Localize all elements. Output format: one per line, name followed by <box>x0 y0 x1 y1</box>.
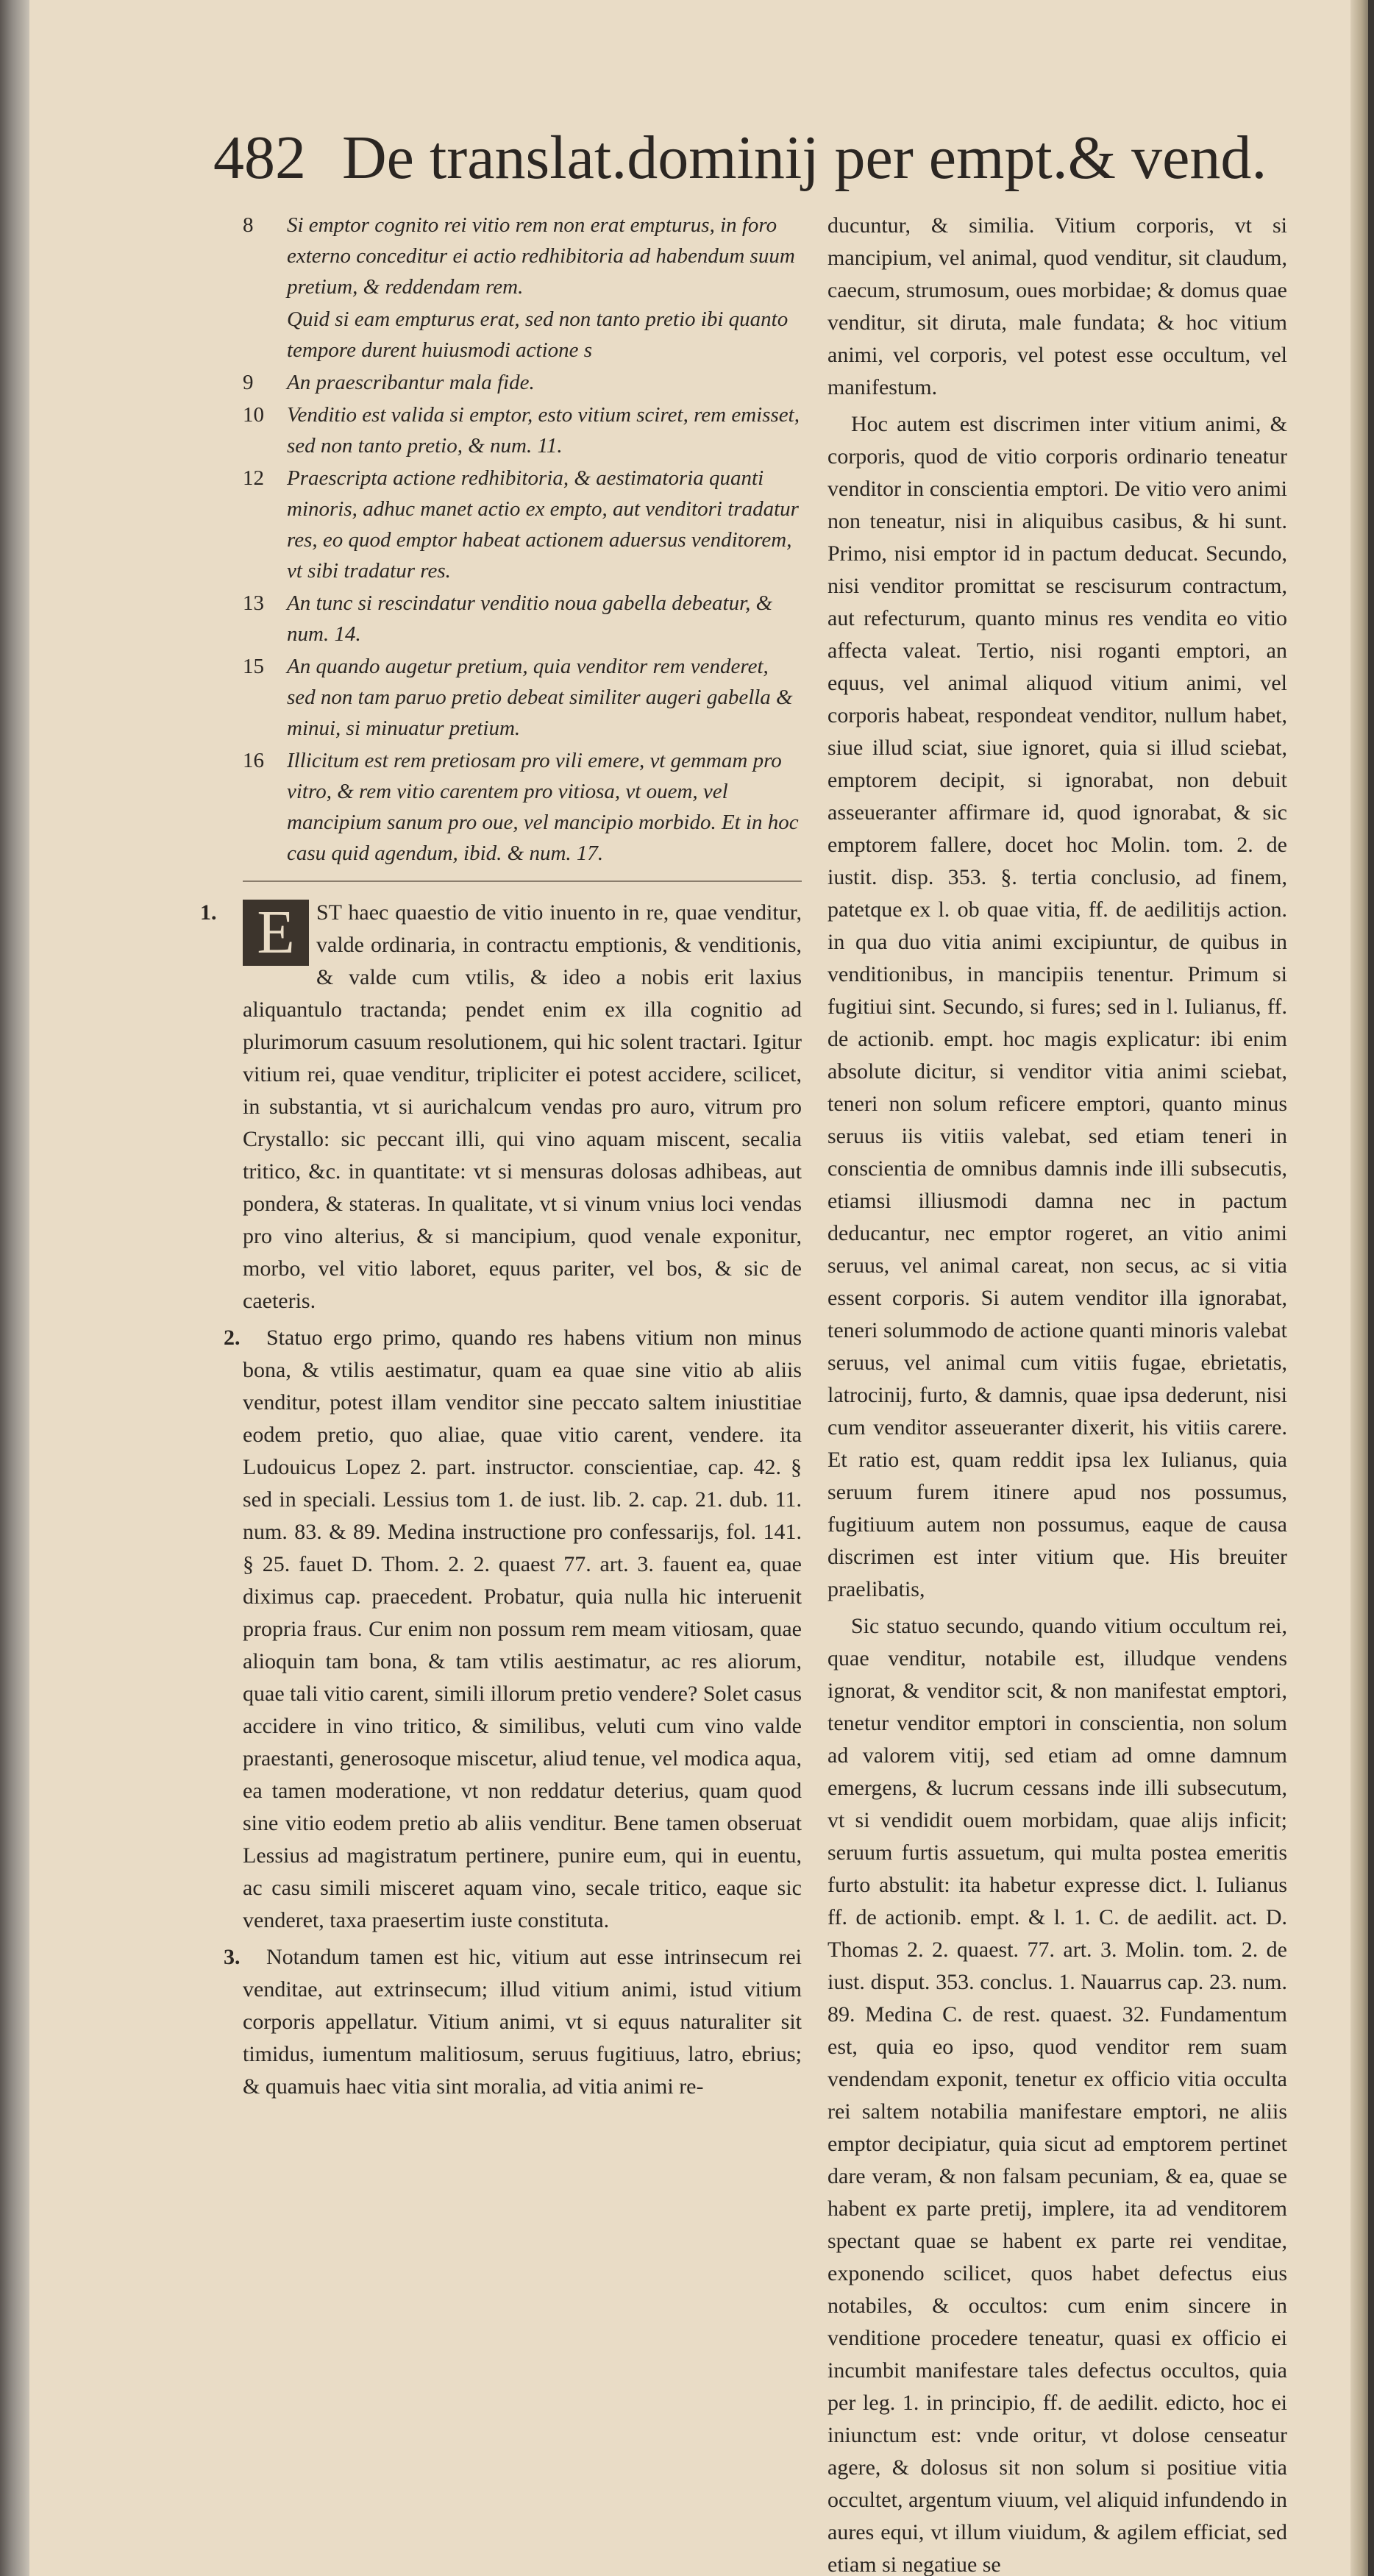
summary-item <box>243 463 802 586</box>
summary-text: Praescripta actione redhibitoria, & aestimatoria quanti minoris, adhuc manet actio ex empto, aut venditori tradatur res, eo quod emptor habeat actionem aduersus venditorem, vt sibi tradatur res. <box>287 466 799 583</box>
page-edge <box>1350 0 1368 2576</box>
summary-item <box>243 651 802 744</box>
summary-text: Venditio est valida si emptor, esto vitium sciret, rem emisset, sed non tanto pretio, & num. 11. <box>287 403 800 458</box>
paragraph <box>224 1322 802 1937</box>
summary-item <box>243 399 802 461</box>
drop-cap: E <box>243 900 309 966</box>
paragraph-text: ST haec quaestio de vitio inuento in re, quae venditur, valde ordinaria, in contractu emptionis, & venditionis, & valde cum vtilis, & ideo a nobis erit laxius aliquantulo tractanda; pendet enim ex illa cognitio ad plurimorum casuum resolutionem, qui hic solent tractari. Igitur vitium rei, quae venditur, tripliciter ei potest accidere, scilicet, in substantia, vt si aurichalcum vendas pro auro, vitrum pro Crystallo: sic peccant illi, qui vino aquam miscent, secalia tritico, &c. in quantitate: vt si mensuras dolosas adhibeas, aut pondera, & stateras. In qualitate, vt si vinum vnius loci vendas pro vino alterius, & si mancipium, quod venale exponitur, morbo, vel vitio laboret, equus pariter, vel bos, & sic de caeteris. <box>243 900 802 1313</box>
book-page <box>29 0 1368 2576</box>
summary-text: An quando augetur pretium, quia venditor rem venderet, sed non tam paruo pretio debeat similiter augeri gabella & minui, si minuatur pretium. <box>287 655 793 740</box>
paragraph-number: 1. <box>200 900 217 925</box>
summary-number: 16 <box>243 749 264 772</box>
summary-text: Quid si eam empturus erat, sed non tanto pretio ibi quanto tempore durent huiusmodi actione s <box>287 307 789 362</box>
paragraph-text: Notandum tamen est hic, vitium aut esse intrinsecum rei venditae, aut extrinsecum; illud vitium animi, istud vitium corporis appellatur. Vitium animi, vt si equus naturaliter sit timidus, iumentum malitiosum, seruus fugitiuus, latro, ebrius; & quamuis haec vitia sint moralia, ad vitia animi re- <box>243 1945 802 2099</box>
paragraph <box>827 210 1287 404</box>
summary-text: Si emptor cognito rei vitio rem non erat empturus, in foro externo conceditur ei actio redhibitoria ad habendum suum pretium, & reddendam rem. <box>287 213 795 299</box>
book-gutter <box>0 0 29 2576</box>
summary-item <box>243 367 802 398</box>
summary-number: 13 <box>243 591 264 615</box>
summary-number: 12 <box>243 466 264 490</box>
summary-item <box>243 588 802 650</box>
summary-item <box>243 210 802 302</box>
summary-item <box>243 745 802 869</box>
running-head: De translat.dominij per empt.& vend. <box>342 124 1267 192</box>
summary-number: 10 <box>243 403 264 427</box>
summary-text: An praescribantur mala fide. <box>287 371 535 394</box>
paragraph <box>200 897 802 1317</box>
right-column <box>827 210 1287 2576</box>
left-column <box>200 210 802 2107</box>
section-divider <box>243 880 802 882</box>
summary-text: Illicitum est rem pretiosam pro vili emere, vt gemmam pro vitro, & rem vitio carentem pro vitiosa, vt ouem, vel mancipium sanum pro oue, vel mancipio morbido. Et in hoc casu quid agendum, ibid. & num. 17. <box>287 749 799 865</box>
paragraph-text: Sic statuo secundo, quando vitium occultum rei, quae venditur, notabile est, illudque vendens ignorat, & venditor scit, & non manifestat emptori, tenetur venditor emptori in conscientia, non solum ad valorem vitij, sed etiam ad omne damnum emergens, & lucrum cessans inde illi subsecutum, vt si vendidit ouem morbidam, quae alijs inficit; seruum furtis assuetum, qui multa postea emeritis furto abstulit: ita habetur expresse dict. l. Iulianus ff. de actionib. empt. & l. 1. C. de aedilit. act. D. Thomas 2. 2. quaest. 77. art. 3. Molin. tom. 2. de iust. disput. 353. conclus. 1. Nauarrus cap. 23. num. 89. Medina C. de rest. quaest. 32. Fundamentum est, quia eo ipso, quod venditor rem suam vendendam exponit, tenetur ex officio vitia occulta rei saltem notabilia manifestare emptori, ne aliis emptor decipiatur, quia sicut ad emptorem pertinet dare veram, & non falsam pecuniam, & ea, quae se habent ex parte pretij, implere, ita ad venditorem spectant quae se habent ex parte rei venditae, exponendo scilicet, quos habet defectus eius notabiles, & occultos: cum enim sincere in venditione procedere teneatur, quasi ex officio ei incumbit manifestare tales defectus occultos, quia per leg. 1. in principio, ff. de aedilit. edicto, hoc ei iniunctum est: vnde oritur, vt dolose censeatur agere, & dolosus sit non solum si positiue vitia occultet, argentum viuum, vel aliquid infundendo in aures equi, vt illum viuidum, & agilem efficiat, sed etiam si negatiue se <box>827 1614 1287 2576</box>
summary-text: An tunc si rescindatur venditio noua gabella debeatur, & num. 14. <box>287 591 773 646</box>
summary-number: 15 <box>243 655 264 678</box>
paragraph-text: Hoc autem est discrimen inter vitium animi, & corporis, quod de vitio corporis ordinario teneatur venditor in conscientia emptori. De vitio vero animi non teneatur, nisi in aliquibus casibus, & hi sunt. Primo, nisi emptor id in pactum deducat. Secundo, nisi venditor promittat se rescisurum contractum, aut refecturum, quanto minus res vendita eo vitio affecta valeat. Tertio, nisi roganti emptori, an equus, vel animal aliquod vitium animi, vel corporis habeat, respondeat venditor, nullum habet, siue illud sciat, siue ignoret, quia si illud sciebat, emptorem decipit, si ignorabat, non debuit asseueranter affirmare id, quod ignorabat, & sic emptorem fallere, docet hoc Molin. tom. 2. de iustit. disp. 353. §. tertia conclusio, ad finem, patetque ex l. ob quae vitia, ff. de aedilitijs action. in qua duo vitia animi excipiuntur, de quibus in venditionibus, in mancipiis tenentur. Primum si fugitiui sint. Secundo, si fures; sed in l. Iulianus, ff. de actionib. empt. hoc magis explicatur: ibi enim absolute dicitur, si venditor vitia animi sciebat, teneri non solum reficere emptori, quanto minus seruus iis vitiis valebat, sed etiam teneri in conscientia de omnibus damnis inde illi subsecutis, etiamsi illiusmodi damna nec in pactum deducantur, nec emptor rogeret, an vitio animi seruus, vel animal careat, non secus, ac si vitia essent corporis. Si autem venditor illa ignorabat, teneri solummodo de actione quanti minoris valebat seruus, vel animal cum vitiis fugae, ebrietatis, latrocinij, furto, & damnis, quae ipsa dederunt, nisi cum venditor asseueranter dixerit, his vitiis carere. Et ratio est, quam reddit ipsa lex Iulianus, quia seruum furem itinere apud nos possumus, fugitiuum autem non possumus, eaque de causa discrimen est inter vitium que. His breuiter praelibatis, <box>827 412 1287 1601</box>
summary-number: 9 <box>243 371 254 394</box>
summary-item <box>243 304 802 366</box>
paragraph <box>827 408 1287 1606</box>
paragraph-text: ducuntur, & similia. Vitium corporis, vt si mancipium, vel animal, quod venditur, sit claudum, caecum, strumosum, oues morbidae; & domus quae venditur, sit diruta, male fundata; & hoc vitium animi, vel corporis, vel potest esse occultum, vel manifestum. <box>827 213 1287 399</box>
chapter-summary <box>243 210 802 869</box>
paragraph-number: 2. <box>224 1326 241 1350</box>
paragraph-text: Statuo ergo primo, quando res habens vitium non minus bona, & vtilis aestimatur, quam ea quae sine vitio ab aliis venditur, potest illam venditor sine peccato saltem iniustitiae eodem pretio, quo aliae, quae vitio carent, vendere. ita Ludouicus Lopez 2. part. instructor. conscientiae, cap. 42. § sed in speciali. Lessius tom 1. de iust. lib. 2. cap. 21. dub. 11. num. 83. & 89. Medina instructione pro confessarijs, fol. 141. § 25. fauet D. Thom. 2. 2. quaest 77. art. 3. fauent ea, quae diximus cap. praecedent. Probatur, quia nulla hic interuenit propria fraus. Cur enim non possum rem meam vitiosam, quae alioquin tam bona, & tam vtilis aestimatur, ac res aliorum, quae tali vitio carent, simili illorum pretio vendere? Solet casus accidere in vino tritico, & similibus, veluti cum vino valde praestanti, generosoque miscetur, aliud tenue, vel modica aqua, ea tamen moderatione, vt non reddatur deterius, quam quod sine vitio eodem pretio ab aliis venditur. Bene tamen obseruat Lessius ad magistratum pertinere, punire eum, qui in euentu, ac casu simili misceret aquam vino, secale tritico, eaque sic venderet, taxa praesertim iuste constituta. <box>243 1326 802 1932</box>
page-header <box>213 118 1287 199</box>
page-number: 482 <box>213 124 306 192</box>
paragraph-number: 3. <box>224 1945 241 1969</box>
paragraph <box>224 1941 802 2103</box>
paragraph <box>827 1610 1287 2576</box>
summary-number: 8 <box>243 213 254 237</box>
